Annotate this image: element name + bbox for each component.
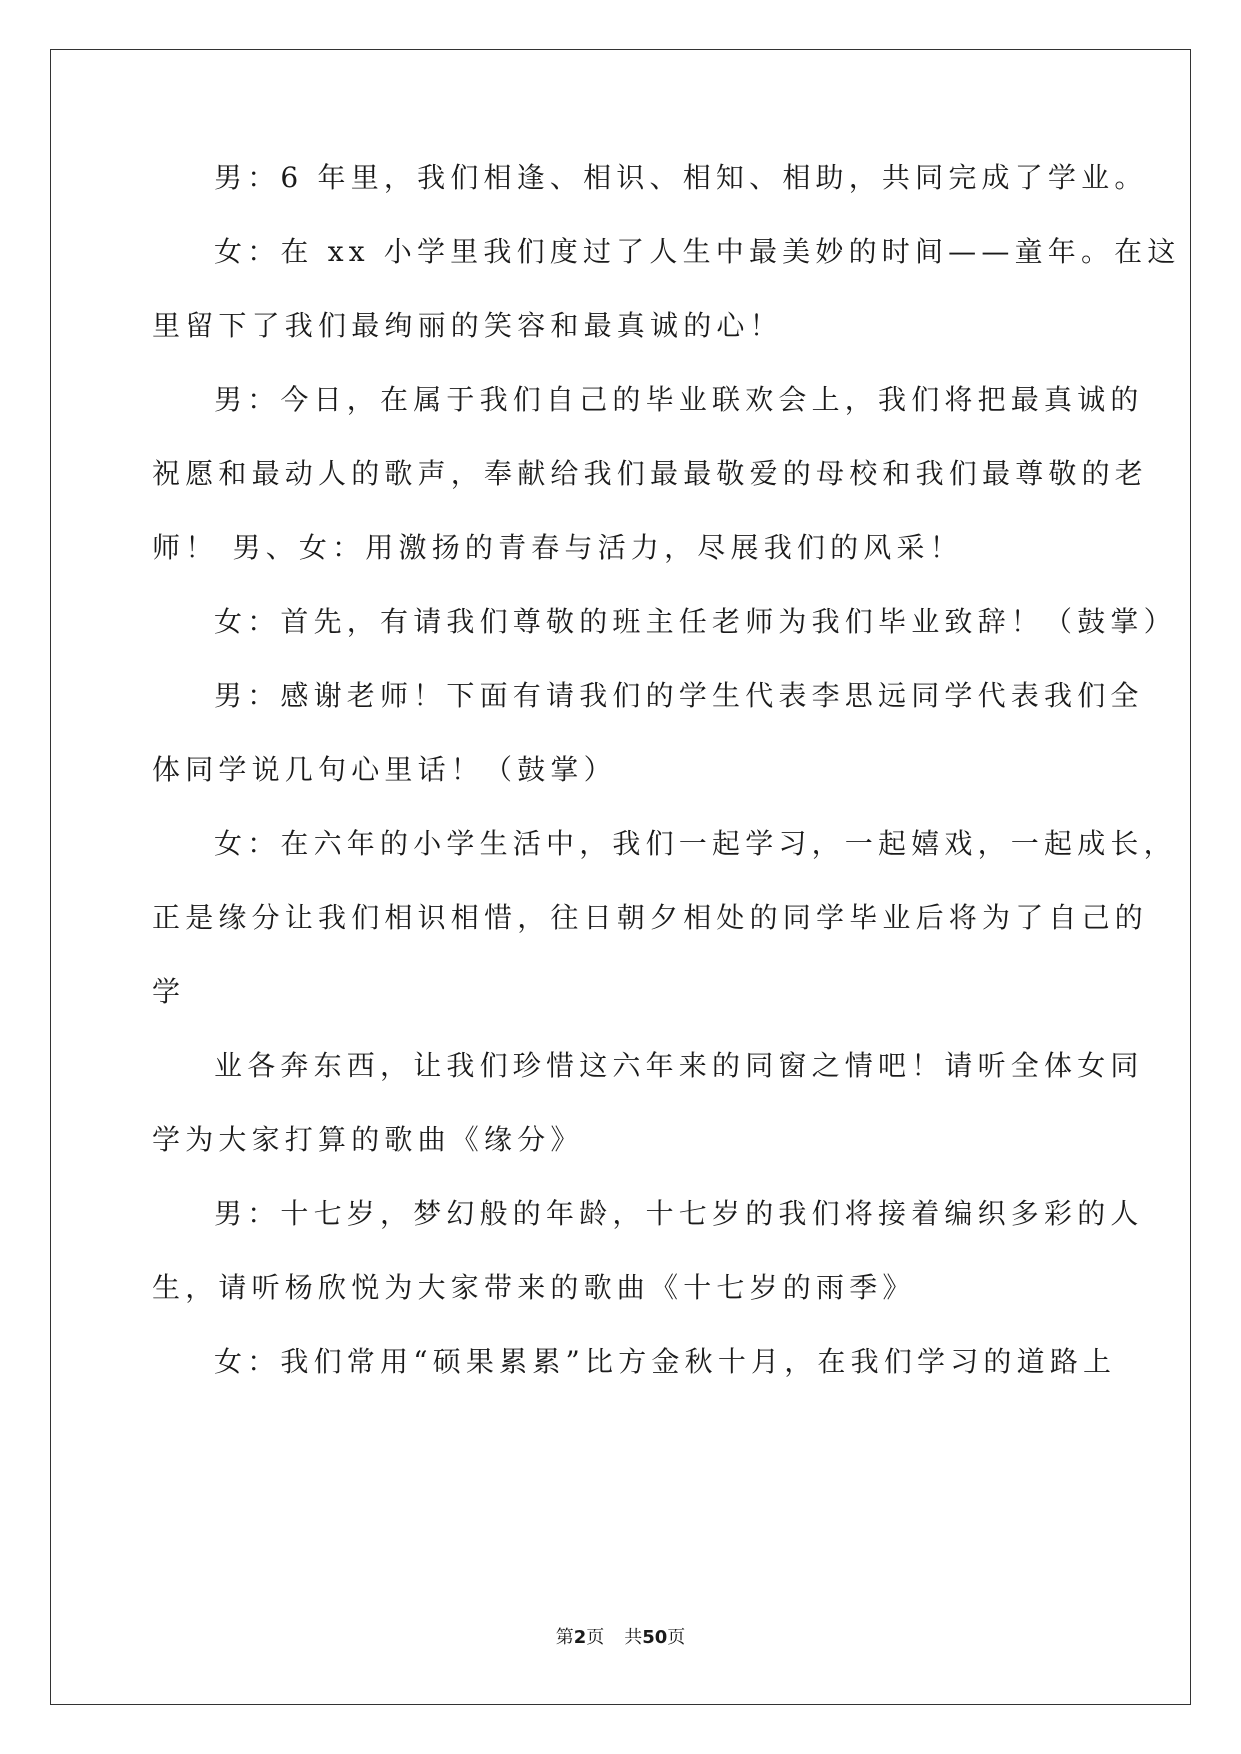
page-prefix: 第 — [555, 1627, 574, 1648]
total-prefix: 共 — [624, 1627, 643, 1648]
paragraph-line: 男：今日，在属于我们自己的毕业联欢会上，我们将把最真诚的 — [214, 383, 1144, 416]
paragraph-line: 体同学说几句心里话！（鼓掌） — [152, 753, 617, 786]
page-footer — [0, 1626, 1241, 1650]
paragraph-line: 里留下了我们最绚丽的笑容和最真诚的心！ — [152, 309, 783, 342]
paragraph-line: 女：在 xx 小学里我们度过了人生中最美妙的时间——童年。在这 — [214, 235, 1181, 268]
paragraph-line: 男：十七岁，梦幻般的年龄，十七岁的我们将接着编织多彩的人 — [214, 1197, 1144, 1230]
page-suffix: 页 — [586, 1627, 605, 1648]
paragraph-line: 生，请听杨欣悦为大家带来的歌曲《十七岁的雨季》 — [152, 1271, 916, 1304]
paragraph-line: 业各奔东西，让我们珍惜这六年来的同窗之情吧！请听全体女同 — [214, 1049, 1144, 1082]
paragraph-line: 女：首先，有请我们尊敬的班主任老师为我们毕业致辞！（鼓掌） — [214, 605, 1177, 638]
total-suffix: 页 — [667, 1627, 686, 1648]
paragraph-line: 男：6 年里，我们相逢、相识、相知、相助，共同完成了学业。 — [214, 161, 1148, 194]
paragraph-line: 男：感谢老师！下面有请我们的学生代表李思远同学代表我们全 — [214, 679, 1144, 712]
total-pages: 50 — [642, 1627, 668, 1648]
paragraph-line: 正是缘分让我们相识相惜，往日朝夕相处的同学毕业后将为了自己的 — [152, 901, 1149, 934]
paragraph-line: 祝愿和最动人的歌声，奉献给我们最最敬爱的母校和我们最尊敬的老 — [152, 457, 1149, 490]
paragraph-line: 师！ 男、女：用激扬的青春与活力，尽展我们的风采！ — [152, 531, 963, 564]
paragraph-line: 女：在六年的小学生活中，我们一起学习，一起嬉戏，一起成长， — [214, 827, 1177, 860]
paragraph-line: 学为大家打算的歌曲《缘分》 — [152, 1123, 584, 1156]
page-number: 2 — [573, 1627, 587, 1648]
paragraph-line: 女：我们常用“硕果累累”比方金秋十月，在我们学习的道路上 — [214, 1345, 1117, 1378]
paragraph-line: 学 — [152, 975, 186, 1008]
page-border — [50, 49, 1191, 1705]
